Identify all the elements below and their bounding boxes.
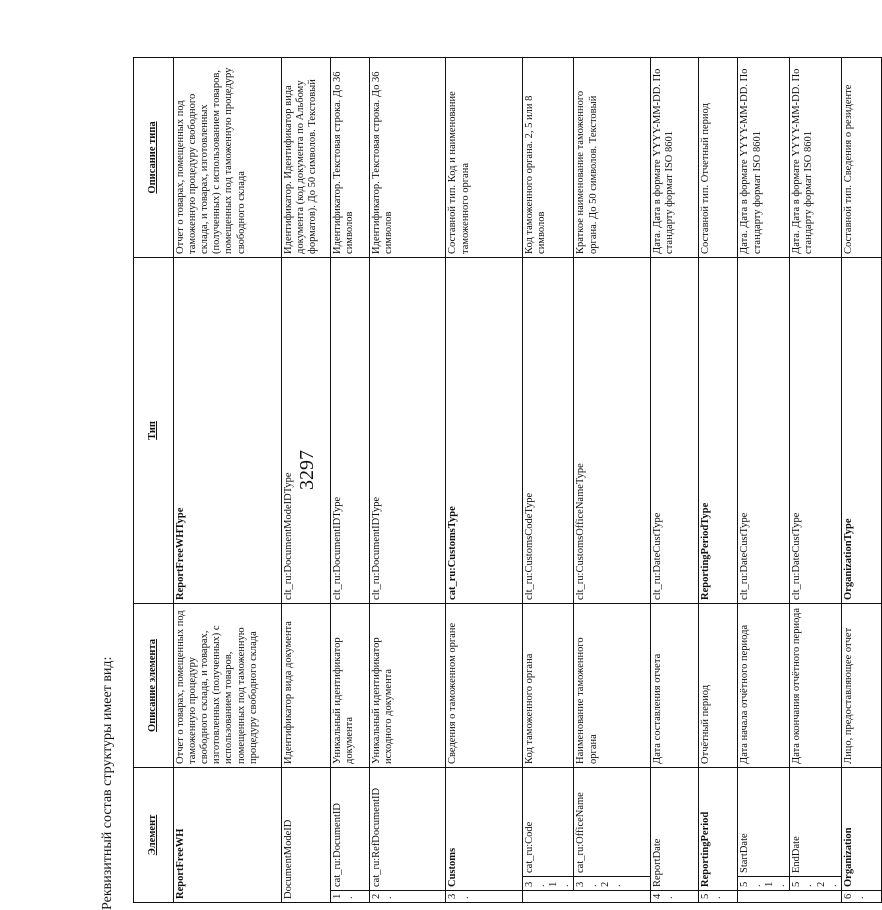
- table-row: [790, 57, 842, 902]
- type-description-cell: Идентификатор. Текстовая строка. До 36 символов: [370, 57, 446, 257]
- indent-cell: [522, 891, 574, 903]
- header-row: [134, 57, 174, 902]
- description-cell: Лицо, предоставляющее отчет: [841, 603, 881, 767]
- element-cell: ReportingPeriod: [698, 767, 738, 890]
- row-number: 2.: [370, 891, 446, 903]
- element-cell: EndDate: [790, 767, 842, 876]
- type-cell: clt_ru:CustomsOfficeNameType: [574, 257, 650, 603]
- type-cell: ReportFreeWHType: [173, 257, 281, 603]
- type-cell: clt_ru:CustomsCodeType: [522, 257, 574, 603]
- type-description-cell: Код таможенного органа. 2, 5 или 8 символов: [522, 57, 574, 257]
- structure-table: [133, 57, 882, 903]
- row-number: 5.2.: [790, 877, 842, 891]
- description-cell: Дата составления отчета: [650, 603, 698, 767]
- element-cell: DocumentModeID: [281, 767, 330, 902]
- page-number: 3297: [296, 450, 318, 490]
- table-row: [650, 57, 698, 902]
- indent-cell: [738, 891, 790, 903]
- row-number: 6.: [841, 891, 881, 903]
- type-description-cell: Идентификатор. Текстовая строка. До 36 символов: [330, 57, 370, 257]
- element-cell: cat_ru:RefDocumentID: [370, 767, 446, 890]
- element-cell: Organization: [841, 767, 881, 890]
- header-type: Тип: [134, 257, 174, 603]
- row-number: 5.: [698, 891, 738, 903]
- description-cell: Сведения о таможенном органе: [446, 603, 522, 767]
- description-cell: Идентификатор вида документа: [281, 603, 330, 767]
- type-description-cell: Идентификатор. Идентификатор вида документа (код документа по Альбому форматов). До 50 символов. Текстовый: [281, 57, 330, 257]
- row-number: 4.: [650, 891, 698, 903]
- type-description-cell: Дата. Дата в формате YYYY-MM-DD. По стандарту формат ISO 8601: [790, 57, 842, 257]
- element-cell: cat_ru:OfficeName: [574, 767, 650, 876]
- type-description-cell: Составной тип. Сведения о резиденте: [841, 57, 881, 257]
- table-row: [841, 57, 881, 902]
- type-cell: clt_ru:DateCustType: [790, 257, 842, 603]
- type-cell: ReportingPeriodType: [698, 257, 738, 603]
- row-number: 3.: [446, 891, 522, 903]
- table-row: [698, 57, 738, 902]
- description-cell: Дата начала отчётного периода: [738, 603, 790, 767]
- rotated-table-container: [133, 58, 867, 903]
- indent-cell: [574, 891, 650, 903]
- type-description-cell: Отчет о товарах, помещенных под таможенную процедуру свободного склада, и товарах, изготовленных (полученных) с использованием товаров, помещенных под таможенную процедуру свободного склада: [173, 57, 281, 257]
- element-cell: ReportDate: [650, 767, 698, 890]
- row-number: 3.2.: [574, 877, 650, 891]
- type-description-cell: Составной тип. Отчетный период: [698, 57, 738, 257]
- table-row: [281, 57, 330, 902]
- element-cell: Customs: [446, 767, 522, 890]
- type-description-cell: Составной тип. Код и наименование таможенного органа: [446, 57, 522, 257]
- table-row: [173, 57, 281, 902]
- table-row: [370, 57, 446, 902]
- type-cell: clt_ru:DateCustType: [650, 257, 698, 603]
- intro-text: Реквизитный состав структуры имеет вид:: [100, 656, 115, 910]
- element-cell: ReportFreeWH: [173, 767, 281, 902]
- table-row: [738, 57, 790, 902]
- description-cell: Наименование таможенного органа: [574, 603, 650, 767]
- table-row: [522, 57, 574, 902]
- description-cell: Уникальный идентификатор документа: [330, 603, 370, 767]
- description-cell: Код таможенного органа: [522, 603, 574, 767]
- type-cell: OrganizationType: [841, 257, 881, 603]
- header-type-description: Описание типа: [134, 57, 174, 257]
- table-row: [330, 57, 370, 902]
- table-row: [574, 57, 650, 902]
- element-cell: cat_ru:Code: [522, 767, 574, 876]
- row-number: 5.1.: [738, 877, 790, 891]
- description-cell: Отчет о товарах, помещенных под таможенную процедуру свободного склада, и товарах, изготовленных (полученных) с использованием товаров, помещенных под таможенную процедуру свободного склада: [173, 603, 281, 767]
- type-cell: clt_ru:DocumentModeIDType: [281, 257, 330, 603]
- element-cell: StartDate: [738, 767, 790, 876]
- table-row: [446, 57, 522, 902]
- type-description-cell: Дата. Дата в формате YYYY-MM-DD. По стандарту формат ISO 8601: [650, 57, 698, 257]
- header-element: Элемент: [134, 767, 174, 902]
- table-wrapper: [133, 58, 867, 903]
- indent-cell: [790, 891, 842, 903]
- type-cell: clt_ru:DocumentIDType: [370, 257, 446, 603]
- type-description-cell: Дата. Дата в формате YYYY-MM-DD. По стандарту формат ISO 8601: [738, 57, 790, 257]
- element-cell: cat_ru:DocumentID: [330, 767, 370, 890]
- type-cell: cat_ru:CustomsType: [446, 257, 522, 603]
- row-number: 1.: [330, 891, 370, 903]
- type-cell: clt_ru:DateCustType: [738, 257, 790, 603]
- description-cell: Дата окончания отчётного периода: [790, 603, 842, 767]
- description-cell: Уникальный идентификатор исходного документа: [370, 603, 446, 767]
- type-description-cell: Краткое наименование таможенного органа. До 50 символов. Текстовый: [574, 57, 650, 257]
- description-cell: Отчётный период: [698, 603, 738, 767]
- type-cell: clt_ru:DocumentIDType: [330, 257, 370, 603]
- row-number: 3.1.: [522, 877, 574, 891]
- header-description: Описание элемента: [134, 603, 174, 767]
